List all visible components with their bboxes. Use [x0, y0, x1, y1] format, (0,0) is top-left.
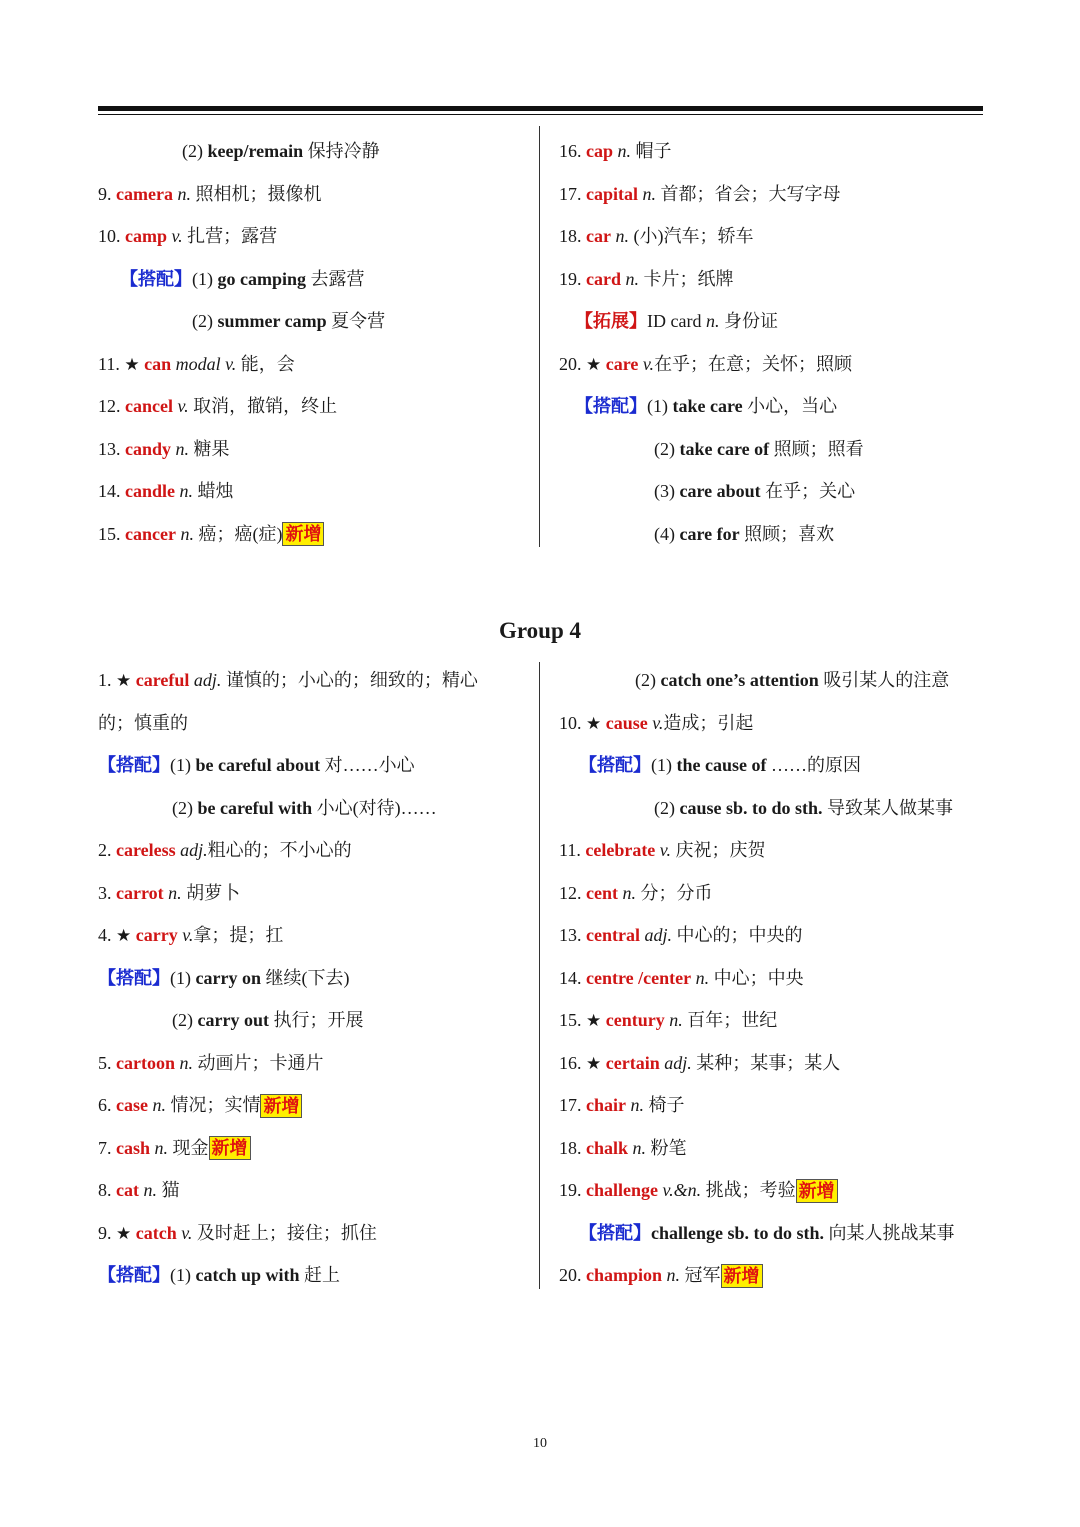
headword: certain	[605, 1052, 660, 1073]
entry-text: 冠军	[680, 1265, 721, 1285]
phrase: carry out	[197, 1010, 269, 1030]
entry-text: 15.	[98, 523, 125, 544]
part-of-speech: adj.	[180, 840, 208, 860]
phrase: carry on	[195, 967, 261, 988]
entry-text: 9.	[98, 183, 116, 204]
part-of-speech: n.	[180, 523, 194, 544]
star-icon: ★	[124, 354, 140, 375]
entry-text: (2)	[192, 311, 218, 331]
phrase: catch up with	[195, 1265, 300, 1285]
part-of-speech: n.	[666, 1265, 681, 1285]
entry-line	[98, 659, 528, 702]
headword: chalk	[586, 1137, 629, 1158]
part-of-speech: n.	[695, 967, 710, 988]
entry-line	[559, 957, 989, 1000]
new-badge: 新增	[796, 1179, 838, 1203]
entry-line	[559, 1084, 989, 1127]
entry-text: 猫	[156, 1180, 180, 1200]
collocation-tag: 【搭配】	[98, 1265, 170, 1285]
entry-text: 去露营	[306, 268, 365, 289]
entry-text: 分；分币	[635, 882, 713, 903]
entry-line	[98, 1084, 528, 1127]
part-of-speech: adj.	[664, 1052, 692, 1073]
part-of-speech: n.	[177, 183, 191, 204]
headword: case	[116, 1095, 148, 1115]
entry-line	[98, 829, 528, 872]
header-rule-thin	[98, 114, 983, 115]
headword: cat	[116, 1180, 139, 1200]
entry-text: 帽子	[631, 141, 672, 161]
entry-line	[98, 1169, 528, 1212]
entry-text: (1)	[647, 396, 673, 416]
entry-text: 照相机；摄像机	[190, 183, 322, 204]
entry-line	[559, 1127, 989, 1170]
collocation-tag: 【搭配】	[579, 1222, 651, 1243]
entry-text: 粗心的；不小心的	[207, 840, 352, 860]
part-of-speech: v.	[652, 712, 664, 733]
entry-line	[559, 130, 989, 173]
entry-text: 4.	[98, 925, 116, 945]
entry-line	[98, 1254, 528, 1297]
phrase: challenge sb. to do sth.	[651, 1222, 825, 1243]
entry-text: ID card	[647, 311, 706, 331]
bottom-left-column	[98, 659, 528, 1297]
phrase: care for	[679, 523, 740, 544]
entry-text: 粉笔	[646, 1137, 687, 1158]
phrase: go camping	[217, 268, 307, 289]
entry-text: (2)	[172, 1010, 198, 1030]
entry-line	[559, 215, 989, 258]
part-of-speech: v.	[642, 353, 655, 374]
part-of-speech: n.	[143, 1180, 157, 1200]
headword: carrot	[116, 882, 164, 903]
phrase: the cause of	[676, 755, 767, 775]
new-badge: 新增	[282, 522, 324, 546]
entry-line	[559, 428, 989, 471]
entry-text: 小心(对待)……	[312, 797, 437, 818]
entry-text: 20.	[559, 1265, 586, 1285]
collocation-tag: 【搭配】	[575, 396, 647, 416]
entry-text: 18.	[559, 226, 586, 246]
entry-line	[559, 1042, 989, 1085]
entry-text: 14.	[559, 967, 586, 988]
entry-text: 10.	[98, 226, 125, 246]
phrase: care about	[679, 481, 761, 501]
entry-text: 取消，撤销，终止	[188, 396, 338, 416]
headword: car	[586, 226, 611, 246]
page-number: 10	[533, 1436, 547, 1451]
entry-line	[98, 470, 528, 513]
entry-line	[559, 914, 989, 957]
entry-text: 照顾；喜欢	[739, 523, 835, 544]
part-of-speech: v.&n.	[662, 1180, 702, 1200]
entry-line	[98, 343, 528, 386]
star-icon: ★	[116, 926, 132, 946]
entry-line	[98, 173, 528, 216]
part-of-speech: adj.	[193, 670, 222, 690]
entry-text: 18.	[559, 1137, 586, 1158]
collocation-tag: 【搭配】	[98, 755, 170, 775]
entry-text: 吸引某人的注意	[818, 670, 950, 690]
entry-text: 11.	[559, 840, 586, 860]
entry-text: 椅子	[644, 1095, 685, 1115]
headword: careless	[116, 840, 176, 860]
entry-text: 向某人挑战某事	[824, 1222, 955, 1243]
headword: can	[144, 353, 172, 374]
entry-text: 庆祝；庆贺	[670, 840, 766, 860]
entry-text: 首都；省会；大写字母	[656, 183, 841, 204]
entry-text: 16.	[559, 1052, 586, 1073]
headword: catch	[135, 1222, 177, 1243]
entry-line	[559, 258, 989, 301]
entry-text: (2)	[172, 797, 198, 818]
entry-line	[98, 702, 528, 745]
entry-text: 照顾；照看	[769, 438, 864, 459]
collocation-tag: 【搭配】	[98, 967, 170, 988]
part-of-speech: n.	[615, 226, 629, 246]
headword: cause	[605, 712, 648, 733]
entry-text: (1)	[170, 755, 196, 775]
entry-text: 挑战；考验	[701, 1180, 796, 1200]
part-of-speech: n.	[154, 1137, 169, 1158]
entry-text: 身份证	[719, 311, 778, 331]
star-icon: ★	[586, 713, 602, 734]
entry-text: (2)	[182, 141, 208, 161]
entry-text: ……的原因	[766, 755, 861, 775]
entry-text: (3)	[654, 481, 680, 501]
entry-text: 5.	[98, 1052, 116, 1073]
entry-text: 17.	[559, 1095, 586, 1115]
part-of-speech: n.	[632, 1137, 647, 1158]
part-of-speech: n.	[179, 1052, 193, 1073]
headword: care	[605, 353, 639, 374]
entry-text: 9.	[98, 1222, 116, 1243]
entry-text: 6.	[98, 1095, 116, 1115]
entry-line	[98, 1042, 528, 1085]
entry-text: 12.	[98, 396, 125, 416]
headword: careful	[135, 670, 190, 690]
entry-text: 扎营；露营	[182, 226, 278, 246]
headword: candle	[125, 481, 176, 501]
part-of-speech: n.	[617, 141, 631, 161]
entry-line	[559, 744, 989, 787]
entry-text: 17.	[559, 183, 586, 204]
entry-text: (小)汽车；轿车	[628, 226, 754, 246]
headword: chair	[586, 1095, 626, 1115]
entry-text: 20.	[559, 353, 586, 374]
part-of-speech: n.	[705, 311, 720, 331]
headword: cancel	[125, 396, 173, 416]
entry-text: 造成；引起	[663, 712, 754, 733]
entry-line	[559, 1212, 989, 1255]
part-of-speech: n.	[179, 481, 194, 501]
entry-text: 胡萝卜	[181, 882, 241, 903]
entry-line	[559, 829, 989, 872]
part-of-speech: adj.	[644, 925, 672, 945]
star-icon: ★	[116, 671, 132, 691]
part-of-speech: v.	[659, 840, 671, 860]
entry-line	[98, 1212, 528, 1255]
phrase: take care of	[679, 438, 770, 459]
headword: challenge	[586, 1180, 658, 1200]
entry-text: (1)	[192, 268, 218, 289]
entry-line	[559, 513, 989, 556]
entry-text: 情况；实情	[165, 1095, 261, 1115]
entry-line	[98, 428, 528, 471]
column-divider-bottom	[539, 662, 540, 1289]
entry-text: 对……小心	[320, 755, 415, 775]
star-icon: ★	[116, 1223, 132, 1244]
header-rule-thick	[98, 106, 983, 111]
entry-text: 19.	[559, 268, 586, 289]
part-of-speech: n.	[168, 882, 182, 903]
entry-text: 夏令营	[326, 311, 386, 331]
entry-line	[559, 1254, 989, 1297]
entry-line	[559, 659, 989, 702]
entry-text: 1.	[98, 670, 116, 690]
headword: central	[586, 925, 640, 945]
entry-text: 赶上	[299, 1265, 341, 1285]
entry-line	[559, 1169, 989, 1212]
entry-line	[559, 787, 989, 830]
entry-line	[559, 300, 989, 343]
headword: celebrate	[585, 840, 656, 860]
entry-line	[98, 999, 528, 1042]
entry-line	[98, 1127, 528, 1170]
entry-text: 19.	[559, 1180, 586, 1200]
phrase: be careful about	[195, 755, 321, 775]
entry-text: 7.	[98, 1137, 116, 1158]
part-of-speech: n.	[622, 882, 636, 903]
entry-text: 13.	[559, 925, 586, 945]
entry-text: 动画片；卡通片	[192, 1052, 324, 1073]
entry-line	[559, 999, 989, 1042]
entry-text: 中心；中央	[709, 967, 804, 988]
part-of-speech: n.	[175, 438, 190, 459]
top-left-column	[98, 130, 528, 555]
phrase: keep/remain	[207, 141, 304, 161]
entry-text: 10.	[559, 712, 586, 733]
entry-text: (2)	[635, 670, 661, 690]
entry-text: 15.	[559, 1010, 586, 1030]
entry-line	[98, 872, 528, 915]
entry-line	[559, 872, 989, 915]
entry-text: 11.	[98, 353, 125, 374]
part-of-speech: v.	[177, 396, 189, 416]
phrase: summer camp	[217, 311, 327, 331]
entry-line	[98, 130, 528, 173]
entry-text: 卡片；纸牌	[639, 268, 734, 289]
entry-line	[98, 385, 528, 428]
entry-text: 13.	[98, 438, 125, 459]
entry-text: (1)	[170, 967, 196, 988]
part-of-speech: n.	[669, 1010, 683, 1030]
headword: camp	[125, 226, 167, 246]
phrase: catch one’s attention	[660, 670, 819, 690]
entry-text: 2.	[98, 840, 116, 860]
headword: cartoon	[116, 1052, 175, 1073]
entry-line	[559, 470, 989, 513]
entry-text: 14.	[98, 481, 125, 501]
entry-text: (4)	[654, 523, 680, 544]
entry-text: 3.	[98, 882, 116, 903]
entry-text: (1)	[651, 755, 677, 775]
entry-text: 12.	[559, 882, 586, 903]
part-of-speech: n.	[642, 183, 656, 204]
part-of-speech: n.	[630, 1095, 644, 1115]
entry-text: (2)	[654, 797, 680, 818]
entry-text: (2)	[654, 438, 680, 459]
entry-line	[559, 702, 989, 745]
entry-line	[98, 787, 528, 830]
entry-line	[98, 300, 528, 343]
part-of-speech: v.	[181, 1222, 193, 1243]
entry-text: 继续(下去)	[260, 967, 350, 988]
entry-line	[98, 744, 528, 787]
phrase: cause sb. to do sth.	[679, 797, 823, 818]
bottom-right-column	[559, 659, 989, 1297]
headword: centre /center	[586, 967, 692, 988]
entry-text: 在乎；在意；关怀；照顾	[654, 353, 853, 374]
entry-text: 现金	[168, 1137, 209, 1158]
entry-text: 保持冷静	[303, 141, 380, 161]
part-of-speech: n.	[625, 268, 639, 289]
headword: champion	[586, 1265, 663, 1285]
headword: cent	[586, 882, 618, 903]
headword: century	[605, 1010, 665, 1030]
collocation-tag: 【搭配】	[120, 268, 192, 289]
entry-line	[98, 258, 528, 301]
entry-line	[98, 957, 528, 1000]
new-badge: 新增	[260, 1094, 302, 1118]
part-of-speech: n.	[152, 1095, 166, 1115]
entry-text: 某种；某事；某人	[691, 1052, 841, 1073]
group-title: Group 4	[498, 618, 582, 643]
entry-text: 百年；世纪	[682, 1010, 778, 1030]
entry-text: 癌；癌(症)	[193, 523, 283, 544]
entry-text: 16.	[559, 141, 586, 161]
headword: camera	[116, 183, 173, 204]
entry-text: 8.	[98, 1180, 116, 1200]
headword: cap	[586, 141, 613, 161]
entry-text: 蜡烛	[193, 481, 234, 501]
entry-text: 中心的；中央的	[672, 925, 803, 945]
phrase: take care	[672, 396, 743, 416]
star-icon: ★	[586, 1011, 602, 1031]
entry-text: 拿；提；扛	[193, 925, 284, 945]
new-badge: 新增	[209, 1136, 251, 1160]
entry-line	[559, 343, 989, 386]
star-icon: ★	[586, 1053, 602, 1074]
entry-line	[559, 173, 989, 216]
entry-line	[559, 385, 989, 428]
entry-text: 糖果	[189, 438, 230, 459]
part-of-speech: v.	[182, 925, 194, 945]
phrase: be careful with	[197, 797, 313, 818]
entry-line	[98, 513, 528, 556]
extension-tag: 【拓展】	[575, 311, 647, 331]
headword: card	[586, 268, 621, 289]
entry-text: 执行；开展	[268, 1010, 364, 1030]
entry-line	[98, 914, 528, 957]
entry-text: 的；慎重的	[98, 712, 188, 733]
collocation-tag: 【搭配】	[579, 755, 651, 775]
top-right-column	[559, 130, 989, 555]
entry-text: 导致某人做某事	[822, 797, 954, 818]
headword: carry	[135, 925, 178, 945]
headword: cancer	[125, 523, 176, 544]
entry-text: 及时赶上；接住；抓住	[192, 1222, 377, 1243]
headword: cash	[116, 1137, 151, 1158]
entry-text: 谨慎的；小心的；细致的；精心	[221, 670, 478, 690]
headword: capital	[586, 183, 638, 204]
entry-text: 能，会	[236, 353, 295, 374]
entry-text: (1)	[170, 1265, 196, 1285]
part-of-speech: v.	[171, 226, 183, 246]
star-icon: ★	[586, 354, 602, 375]
headword: candy	[125, 438, 172, 459]
entry-text: 在乎；关心	[760, 481, 856, 501]
column-divider-top	[539, 126, 540, 547]
entry-line	[98, 215, 528, 258]
new-badge: 新增	[721, 1264, 763, 1288]
entry-text: 小心，当心	[742, 396, 838, 416]
part-of-speech: modal v.	[175, 353, 237, 374]
